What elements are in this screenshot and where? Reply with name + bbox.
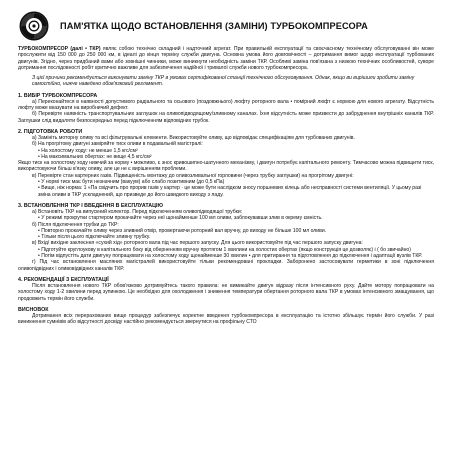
- paragraph: а) Переконайтеся в наявності допустимого радіального та осьового (поздовжнього) люфту роторного вала • помірний люфт є нормою для нового агрегату. Відсутність люфту може вказувати на виробничий дефект.: [18, 98, 434, 112]
- intro-note: З цієї причини рекомендується виконувати заміну ТКР в умовах сертифікованої станції технічного обслуговування. Однак, якщо ви вирішили зробити заміну самостійно, нижче наведено обов'язковий регламент.: [32, 75, 415, 88]
- document-title: ПАМ'ЯТКА ЩОДО ВСТАНОВЛЕННЯ (ЗАМІНИ) ТУРБОКОМПРЕСОРА: [60, 21, 368, 31]
- list-item: • Вище, ніж норма: 1 «Па свідчить про прорив газів у картер · це може бути наслідком зносу поршневих кілець або несправності системи вентиляції. У цьому разі зміна оливи в ТКР ускладнений, що призведе до його швидкого виходу з ладу.: [18, 185, 434, 198]
- intro-paragraph: [18, 46, 434, 71]
- intro-lead: ТУРБОКОМПРЕСОР (далі • ТКР): [18, 46, 101, 52]
- list-item: • Підготуйте круглоукову в капітального боку від оберненням вручну протягом 1 хвилини на холостих обертах (якщо конструкція це дозволяє) і ( бо звичайно): [18, 247, 434, 253]
- paragraph: б) Перевірте наявність транспортувальних заглушок на оливопідводящому/зливному каналах. Їхня відсутність може призвести до забруднення внутрішніх каналів ТКР. Заглушки слід видаляти безпосередньо перед підключенням відповідних трубок.: [18, 111, 434, 124]
- paragraph: б) Після підключення трубки до ТКР:: [32, 221, 119, 228]
- list-item: • На холостому ходу: не менше 1,5 кгс/см²: [18, 148, 434, 154]
- paragraph: а) Замініть моторну оливу та всі фільтрувальні елементи. Використовуйте оливу, що відповідає специфікаціям для турбованих двигунів.: [32, 134, 355, 141]
- paragraph: Якщо тиск на холостому ходу нижчий за норму • можливо, є знос кривошипно-шатунного механізму, і двигун потребує капітального ремонту. Тимчасово можна підвищити тиск, використовуючи більш в'язку оливу, але це не є вирішенням проблеми.: [18, 160, 434, 173]
- paragraph: Після встановлення нового ТКР обов'язково дотримуйтесь такого правила: не вимикайте двигун відразу після інтенсивного руху. Дайте мотору попрацювати на холостому ходу 1-2 хвилини перед зупинкою. Це необхідно для охолодження і зниження температури обертання роторного вала ТКР в умовах інтенсивного змащування, що продовжить термін його служби.: [18, 282, 434, 302]
- section-heading: 3. ВСТАНОВЛЕННЯ ТКР І ВВЕДЕННЯ В ЕКСПЛУАТАЦІЮ: [18, 202, 163, 209]
- turbo-logo-icon: [18, 10, 50, 42]
- list-item: • Повторно прокачайте оливу через зливний отвір, провертаючи роторний вал вручну, до виходу не більше 100 мл оливи.: [18, 228, 434, 234]
- paragraph: а) Встановіть ТКР на випускний колектор. Перед підключенням оливопідводящої трубки:: [32, 208, 243, 215]
- list-item: • У нормі тиск має бути незначним (вакуум) або слабо позитивним (до 0,5 кПа): [18, 179, 434, 185]
- section-heading: 2. ПІДГОТОВКА РОБОТИ: [18, 128, 83, 135]
- list-item: • Потім відпустіть дати двигуну попрацювати на холостому ходу щонайменше 30 хвилин • для притирання та підготовлення до підключення і адаптації вузлів ТКР.: [18, 253, 434, 259]
- list-item: • Тільки після цього підключайте зливну трубку.: [18, 234, 434, 240]
- document-header: [18, 8, 434, 44]
- paragraph: б) На прогрітому двигуні заміряйте тиск оливи в подавальній магістралі:: [32, 141, 203, 148]
- paragraph: Дотримання всіх перерахованих вище процедур забезпечує коректне введення турбокомпресора в експлуатацію та істотно збільшує термін його служби. У разі виникнення сумнівів або відсутності досвіду настійно рекомендується звернутися на профільну СТО: [18, 312, 434, 326]
- paragraph: в) Вхід/ вихідне заклеєння «сухий хід» роторного вала під час першого запуску. Для цього використовуйте під час першого запуску двигуна:: [32, 240, 363, 247]
- list-item: • У режимі прокрутки стартером прокачайте через неї щонайменше 100 мл оливи, заблокувавши злив в окрему ємність.: [18, 215, 434, 221]
- section-heading: 1. ВИБІР ТУРБОКОМПРЕСОРА: [18, 92, 98, 99]
- paragraph: г) Під час встановлення масляних магістралей використовуйте тільки рекомендовані прокладки. Заборонено застосовувати герметики в зоні підключення оливопідвідних і оливовідвідних каналів ТКР.: [18, 259, 434, 272]
- section-heading: ВИСНОВОК: [18, 306, 49, 313]
- intro-text: являє собою технічно складний і надточний агрегат. При правильній експлуатації та своєчасному технічному обслуговуванні він може прослужити від 150 000 до 250 000 км, в ідеалі до кінця терміну служби двигуна. Основна умова його довговічності – дотримання вимог щодо експлуатації турбованих двигунів. Згідно, через придбаний вами або зовнішні чинники, може виникнути необхідність заміни ТКР. Особливі заміна пов'язана з низкою технічних особливостей, суворе дотримання послідовності робіт критично важливе для забезпечення надійної і тривалої служби нового турбокомпресора.: [18, 46, 434, 71]
- list-item: • На максимальних обертах: не вище 4,5 кгс/см²: [18, 154, 434, 160]
- section-heading: 4. РЕКОМЕНДАЦІЇ З ЕКСПЛУАТАЦІЇ: [18, 276, 109, 283]
- paragraph: в) Перевірте стан картерних газів. Підвищеність монтажу до оливозливальної горловини (через трубку заглушки) на прогрітому двигуні:: [32, 172, 354, 179]
